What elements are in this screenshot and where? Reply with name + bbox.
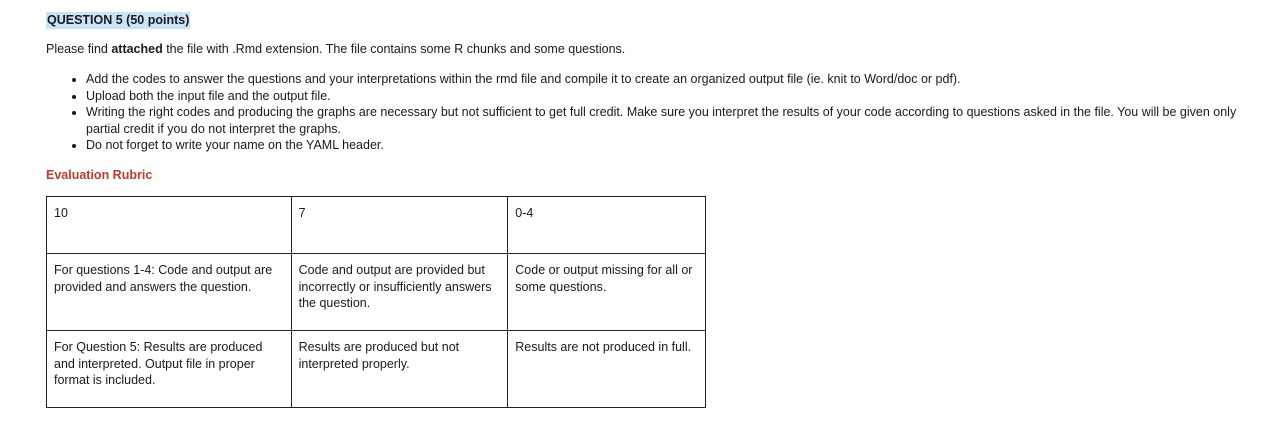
rubric-table [46, 196, 706, 408]
question-title: QUESTION 5 (50 points) [47, 13, 190, 27]
table-row [47, 197, 706, 254]
table-cell: For questions 1-4: Code and output are provided and answers the question. [47, 254, 292, 331]
rubric-title: Evaluation Rubric [46, 168, 153, 182]
instruction-item: • Upload both the input file and the output file. [86, 88, 1256, 105]
table-row [47, 331, 706, 408]
instruction-item: • Add the codes to answer the questions and your interpretations within the rmd file and compile it to create an organized output file (ie. knit to Word/doc or pdf). [86, 71, 1256, 88]
table-cell: Code and output are provided but incorrectly or insufficiently answers the question. [291, 254, 508, 331]
table-cell: Code or output missing for all or some questions. [508, 254, 706, 331]
table-cell: Results are produced but not interpreted properly. [291, 331, 508, 408]
table-cell: Results are not produced in full. [508, 331, 706, 408]
table-cell: 10 [47, 197, 292, 254]
intro-before: Please find [46, 42, 112, 56]
instruction-item: • Writing the right codes and producing the graphs are necessary but not sufficient to get full credit. Make sure you interpret the results of your code according to questions asked in the file. You will be given only partial credit if you do not interpret the graphs. [86, 104, 1256, 137]
table-row [47, 254, 706, 331]
instruction-item: • Do not forget to write your name on the YAML header. [86, 137, 1256, 154]
table-cell: For Question 5: Results are produced and interpreted. Output file in proper format is included. [47, 331, 292, 408]
intro-bold: attached [111, 42, 163, 56]
instruction-list [46, 71, 1256, 154]
table-cell: 7 [291, 197, 508, 254]
intro-after: the file with .Rmd extension. The file contains some R chunks and some questions. [162, 42, 626, 56]
table-cell: 0-4 [508, 197, 706, 254]
intro-text [46, 41, 625, 57]
